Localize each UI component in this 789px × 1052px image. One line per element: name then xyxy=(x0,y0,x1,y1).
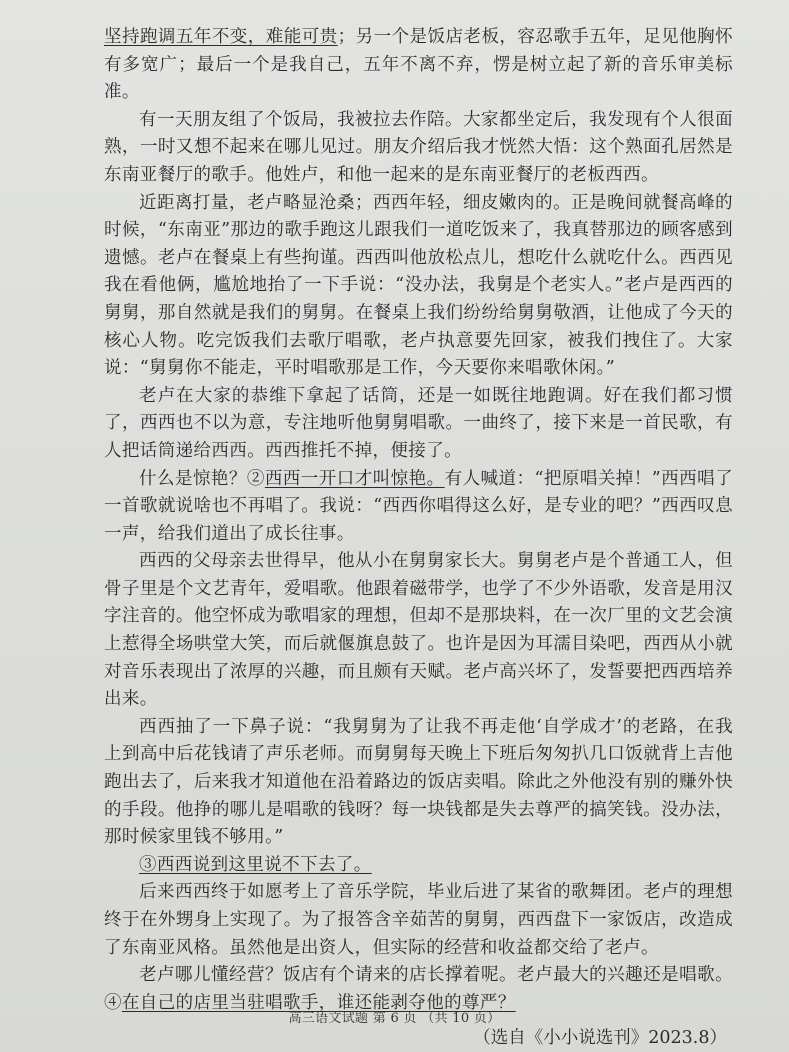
paragraph xyxy=(104,383,733,466)
text-segment: 西西抽了一下鼻子说：“我舅舅为了让我不再走他‘自学成才’的老路，在我上到高中后花钱请了声乐老师。而舅舅每天晚上下班后匆匆扒几口饭就背上吉他跑出去了，后来我才知道他在沿着路边的饭店卖唱。除此之外他没有别的赚外快的手段。他挣的哪儿是唱歌的钱呀？每一块钱都是失去尊严的搞笑钱。没办法，那时候家里钱不够用。” xyxy=(104,716,733,848)
paragraph xyxy=(104,548,733,714)
text-segment: 后来西西终于如愿考上了音乐学院，毕业后进了某省的歌舞团。老卢的理想终于在外甥身上实现了。为了报答含辛茹苦的舅舅，西西盘下一家饭店，改造成了东南亚风格。虽然他是出资人，但实际的经营和收益都交给了老卢。 xyxy=(104,882,733,958)
paragraph xyxy=(104,714,733,852)
article-body xyxy=(104,24,733,1017)
text-segment: 西西的父母亲去世得早，他从小在舅舅家长大。舅舅老卢是个普通工人，但骨子里是个文艺青年，爱唱歌。他跟着磁带学，也学了不少外语歌，发音是用汉字注音的。他空怀成为歌唱家的理想，但却不是那块料，在一次厂里的文艺会演上惹得全场哄堂大笑，而后就偃旗息鼓了。也许是因为耳濡目染吧，西西从小就对音乐表现出了浓厚的兴趣，而且颇有天赋。老卢高兴坏了，发誓要把西西培养出来。 xyxy=(104,551,733,710)
page-footer: 高三语文试题 第 6 页 （共 10 页） xyxy=(288,1011,501,1026)
source-citation: （选自《小小说选刊》2023.8） xyxy=(473,1028,727,1049)
underlined-text: 坚持跑调五年不变，难能可贵 xyxy=(104,27,338,47)
paragraph xyxy=(104,190,733,383)
text-segment: 近距离打量，老卢略显沧桑；西西年轻，细皮嫩肉的。正是晚间就餐高峰的时候，“东南亚”那边的歌手跑这儿跟我们一道吃饭来了，我真替那边的顾客感到遗憾。老卢在餐桌上有些拘谨。西西叫他放松点儿，想吃什么就吃什么。西西见我在看他俩，尴尬地抬了一下手说：“没办法，我舅是个老实人。”老卢是西西的舅舅，那自然就是我们的舅舅。在餐桌上我们纷纷给舅舅敬酒，让他成了今天的核心人物。吃完饭我们去歌厅唱歌，老卢执意要先回家，被我们拽住了。大家说：“舅舅你不能走，平时唱歌那是工作，今天要你来唱歌休闲。” xyxy=(104,192,733,379)
text-segment: 什么是惊艳？② xyxy=(139,468,265,489)
paragraph xyxy=(104,466,733,549)
underlined-text: 在自己的店里当驻唱歌手，谁还能剥夺他的尊严？ xyxy=(121,992,516,1013)
underlined-text: 西西一开口才叫惊艳。 xyxy=(264,468,445,489)
text-segment: 老卢哪儿懂经营？饭店有个请来的店长撑着呢。老卢最大的兴趣还是唱歌。④ xyxy=(104,965,733,1013)
text-segment: ；另一个是饭店老板，容忍歌手五年，足见他胸怀有多宽广；最后一个是我自己，五年不离不弃，愣是树立起了新的音乐审美标准。 xyxy=(104,27,733,103)
paragraph xyxy=(104,852,733,880)
paragraph xyxy=(104,107,733,190)
text-segment: 有一天朋友组了个饭局，我被拉去作陪。大家都坐定后，我发现有个人很面熟，一时又想不起来在哪儿见过。朋友介绍后我才恍然大悟：这个熟面孔居然是东南亚餐厅的歌手。他姓卢，和他一起来的是东南亚餐厅的老板西西。 xyxy=(104,109,733,185)
paragraph xyxy=(104,879,733,962)
underlined-text: ③西西说到这里说不下去了。 xyxy=(139,854,372,875)
text-segment: 老卢在大家的恭维下拿起了话筒，还是一如既往地跑调。好在我们都习惯了，西西也不以为意，专注地听他舅舅唱歌。一曲终了，接下来是一首民歌，有人把话筒递给西西。西西推托不掉，便接了。 xyxy=(104,385,733,461)
text-segment: 有人喊道：“把原唱关掉！”西西唱了一首歌就说啥也不再唱了。我说：“西西你唱得这么好，是专业的吧？”西西叹息一声，给我们道出了成长往事。 xyxy=(104,468,733,544)
paragraph xyxy=(104,24,733,107)
